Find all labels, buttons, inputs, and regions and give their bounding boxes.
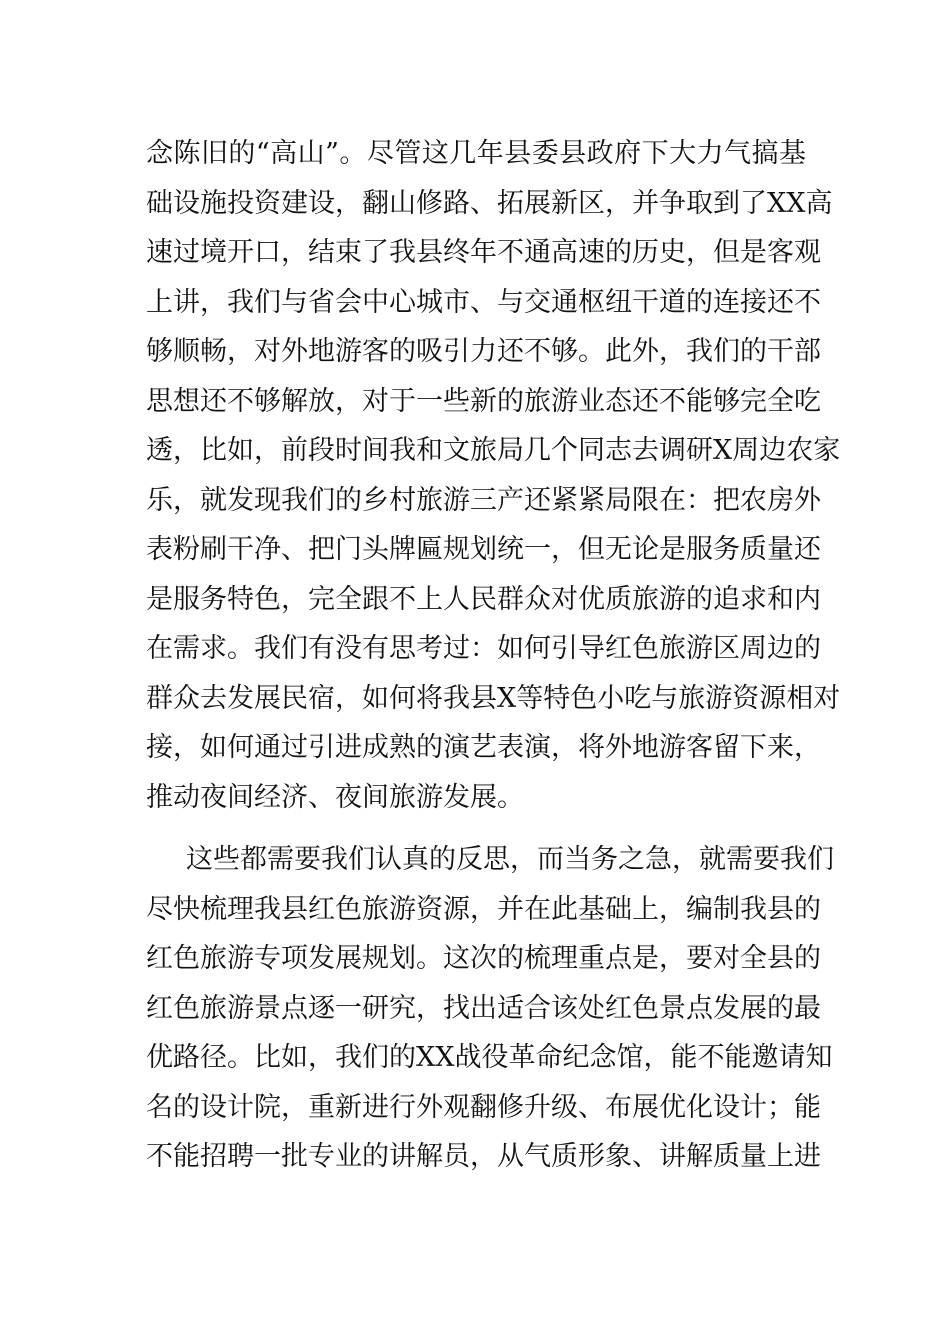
paragraph-line: 础设施投资建设，翻山修路、拓展新区，并争取到了XX高: [146, 187, 833, 219]
paragraph-line: 思想还不够解放，对于一些新的旅游业态还不能够完全吃: [146, 385, 821, 417]
paragraph-1: [146, 129, 841, 822]
paragraph-line: 表粉刷干净、把门头牌匾规划统一，但无论是服务质量还: [146, 534, 821, 565]
paragraph-line: 尽快梳理我县红色旅游资源，并在此基础上，编制我县的: [146, 893, 821, 925]
paragraph-2: [146, 835, 834, 1182]
paragraph-line: 优路径。比如，我们的XX战役革命纪念馆，能不能邀请知: [146, 1042, 833, 1073]
paragraph-line: 群众去发展民宿，如何将我县X等特色小吃与旅游资源相对: [146, 682, 841, 714]
paragraph-line: 在需求。我们有没有思考过：如何引导红色旅游区周边的: [146, 633, 821, 664]
paragraph-line: 不能招聘一批专业的讲解员，从气质形象、讲解质量上进: [146, 1141, 821, 1172]
paragraph-line: 够顺畅，对外地游客的吸引力还不够。此外，我们的干部: [146, 336, 821, 367]
paragraph-line: 红色旅游景点逐一研究，找出适合该处红色景点发展的最: [146, 992, 821, 1024]
paragraph-line: 名的设计院，重新进行外观翻修升级、布展优化设计；能: [146, 1091, 821, 1123]
paragraph-line: 乐，就发现我们的乡村旅游三产还紧紧局限在：把农房外: [146, 484, 821, 516]
paragraph-line: 是服务特色，完全跟不上人民群众对优质旅游的追求和内: [146, 583, 821, 615]
paragraph-line: 接，如何通过引进成熟的演艺表演，将外地游客留下来，: [146, 732, 821, 763]
paragraph-line: 上讲，我们与省会中心城市、与交通枢纽干道的连接还不: [146, 286, 821, 318]
paragraph-line: 推动夜间经济、夜间旅游发展。: [146, 781, 524, 813]
paragraph-line: 念陈旧的“高山”。尽管这几年县委县政府下大力气搞基: [146, 138, 806, 169]
paragraph-line: 红色旅游专项发展规划。这次的梳理重点是，要对全县的: [146, 943, 821, 974]
paragraph-line: 透，比如，前段时间我和文旅局几个同志去调研X周边农家: [146, 435, 841, 466]
paragraph-line: 速过境开口，结束了我县终年不通高速的历史，但是客观: [146, 237, 821, 268]
paragraph-line: 这些都需要我们认真的反思，而当务之急，就需要我们: [186, 844, 834, 875]
